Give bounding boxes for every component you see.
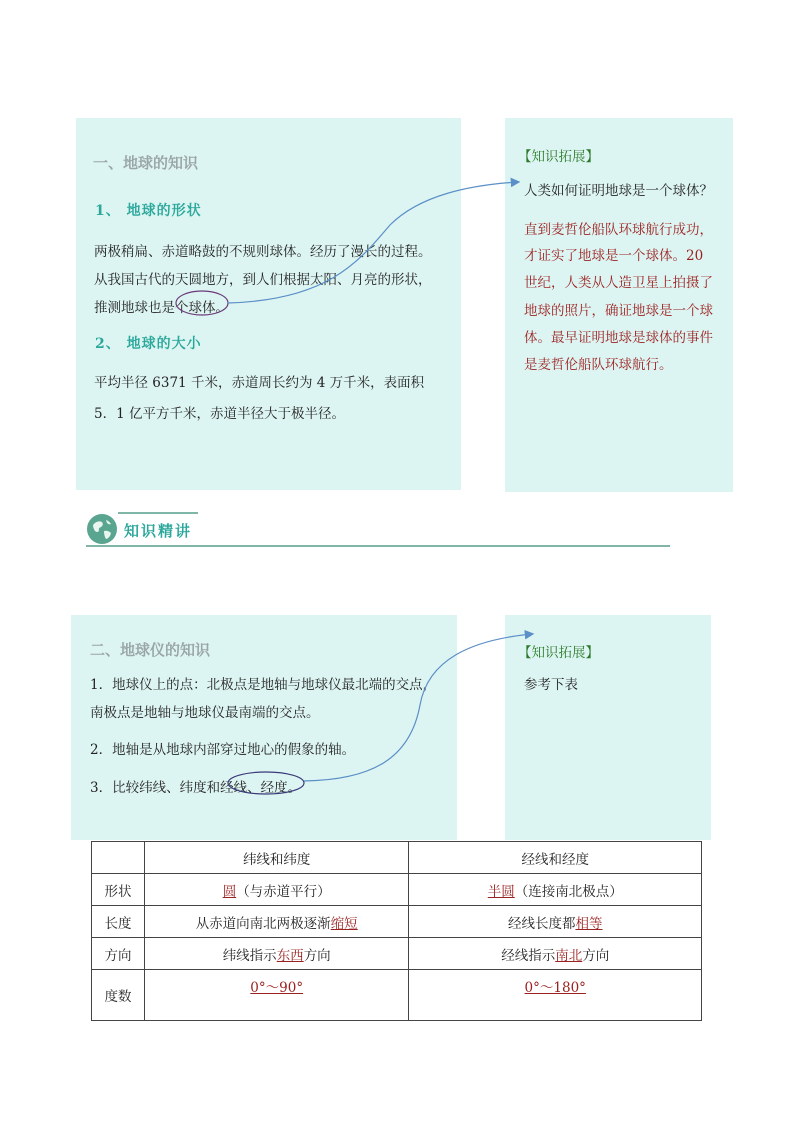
ext1-answer-line: 体。最早证明地球是球体的事件 (524, 330, 713, 346)
row-label: 方向 (92, 938, 145, 970)
shape-line-1: 两极稍扁、赤道略鼓的不规则球体。经历了漫长的过程。 (94, 244, 432, 260)
ext1-answer-line: 世纪，人类从人造卫星上拍摄了 (524, 275, 713, 291)
arrow-1 (228, 182, 518, 303)
lon-cell: 经线长度都相等 (409, 906, 702, 938)
ext2-tag: 【知识拓展】 (518, 645, 599, 661)
table-row (92, 938, 702, 970)
globe-point-2: 2．地轴是从地球内部穿过地心的假象的轴。 (90, 742, 356, 758)
highlight-ellipse-2 (228, 772, 304, 794)
row-label: 度数 (92, 970, 145, 1021)
globe-point-1-line-2: 南极点是地轴与地球仪最南端的交点。 (90, 705, 320, 721)
globe-point-3: 3．比较纬线、纬度和经线、经度。 (90, 780, 302, 796)
ext1-tag: 【知识拓展】 (518, 149, 599, 165)
lon-cell: 经线指示南北方向 (409, 938, 702, 970)
table-header-cell: 纬线和纬度 (144, 842, 409, 874)
table-row (92, 970, 702, 1021)
size-line-2: 5．1 亿平方千米，赤道半径大于极半径。 (94, 406, 345, 422)
table-header-cell: 经线和经度 (409, 842, 702, 874)
ext1-answer-line: 是麦哲伦船队环球航行。 (524, 357, 673, 373)
arrow-2 (304, 634, 532, 781)
row-label: 形状 (92, 874, 145, 906)
shape-line-3: 推测地球也是个球体。 (94, 300, 229, 316)
size-line-1: 平均半径 6371 千米，赤道周长约为 4 万千米，表面积 (94, 375, 425, 391)
lon-cell: 半圆（连接南北极点） (409, 874, 702, 906)
lat-cell: 从赤道向南北两极逐渐缩短 (144, 906, 409, 938)
ext1-answer-line: 地球的照片，确证地球是一个球 (524, 303, 713, 319)
ext1-answer-line: 直到麦哲伦船队环球航行成功， (524, 222, 713, 238)
table-header-cell (92, 842, 145, 874)
lat-cell: 圆（与赤道平行） (144, 874, 409, 906)
section1-sub1: 1、 地球的形状 (95, 203, 202, 219)
highlight-ellipse-1 (176, 291, 228, 315)
ext2-text: 参考下表 (524, 677, 578, 693)
section1-sub2: 2、 地球的大小 (95, 336, 202, 352)
banner-title: 知识精讲 (124, 522, 193, 540)
lon-cell: 0°～180° (409, 970, 702, 1021)
table-row (92, 906, 702, 938)
globe-point-1-line-1: 1．地球仪上的点：北极点是地轴与地球仪最北端的交点， (90, 677, 437, 693)
ext1-question: 人类如何证明地球是一个球体？ (524, 183, 713, 199)
lat-cell: 0°～90° (144, 970, 409, 1021)
section1-heading: 一、地球的知识 (93, 154, 199, 172)
table-header-row (92, 842, 702, 874)
shape-line-2: 从我国古代的天圆地方，到人们根据太阳、月亮的形状， (94, 272, 432, 288)
section2-heading: 二、地球仪的知识 (90, 641, 211, 659)
latitude-longitude-table (91, 841, 702, 1021)
lat-cell: 纬线指示东西方向 (144, 938, 409, 970)
ext1-answer-line: 才证实了地球是一个球体。20 (524, 248, 704, 264)
table-row (92, 874, 702, 906)
row-label: 长度 (92, 906, 145, 938)
